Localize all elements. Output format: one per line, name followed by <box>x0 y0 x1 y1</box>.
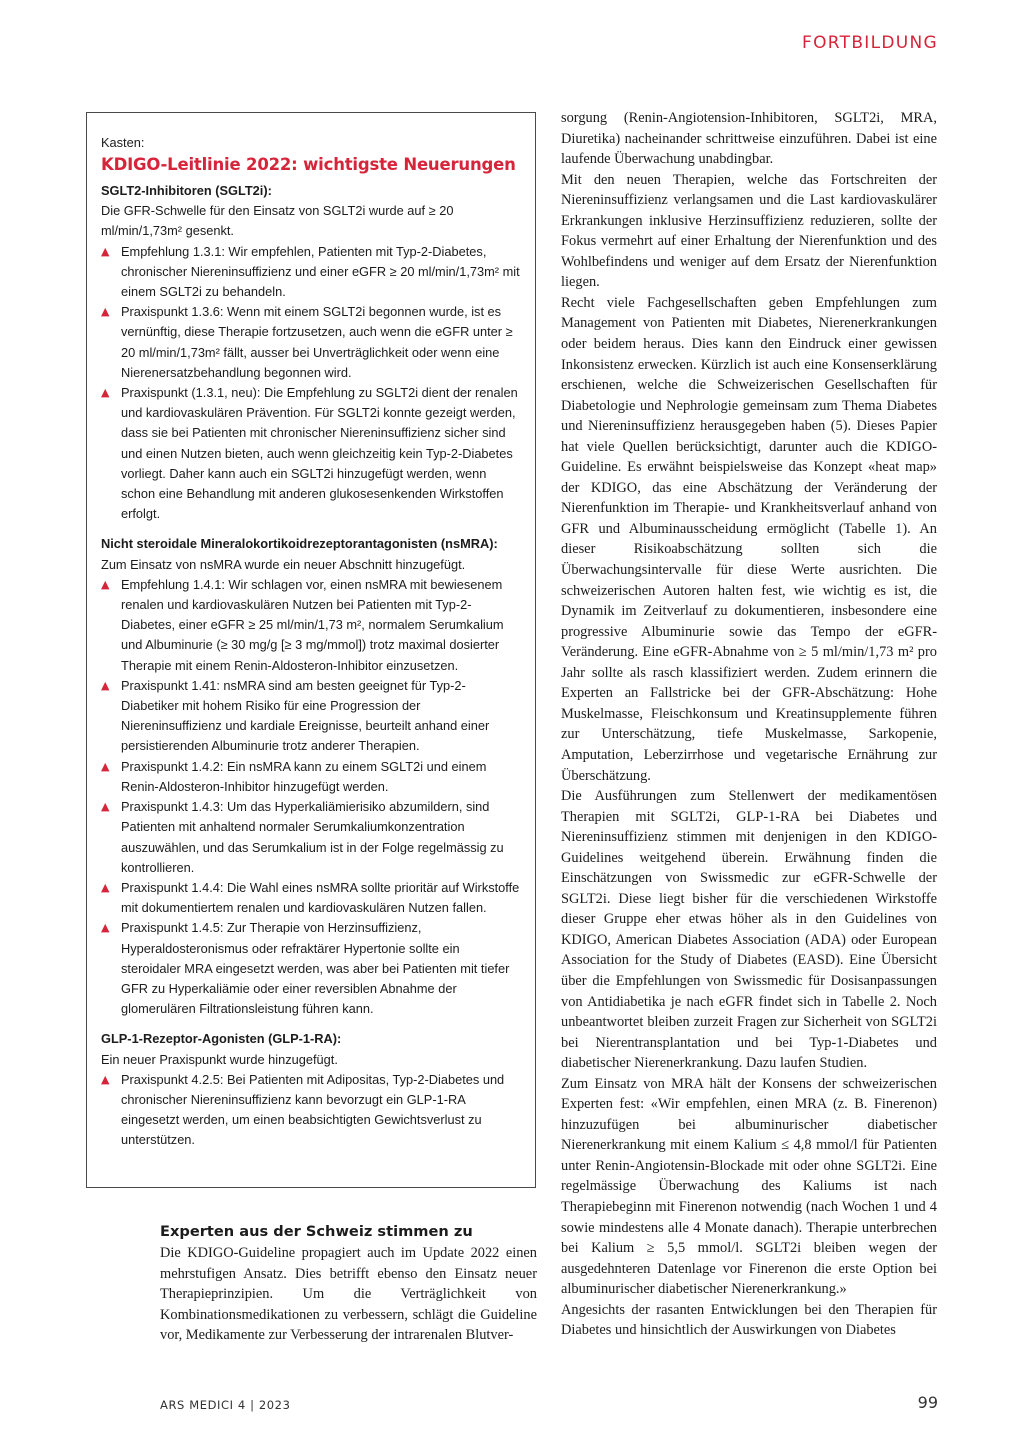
section-label: FORTBILDUNG <box>802 33 938 53</box>
box-section-heading: GLP-1-Rezeptor-Agonisten (GLP-1-RA): <box>101 1031 342 1047</box>
bullet-item: ▲ Praxispunkt 1.41: nsMRA sind am besten geeignet für Typ-2-Diabetiker mit hohem Risiko für eine Progression der Niereninsuffizienz und kardiale Ereignisse, beurteilt anhand einer persistierenden Albuminurie trotz anderer Therapien. <box>101 676 521 757</box>
body-paragraph: Mit den neuen Therapien, welche das Fortschreiten der Niereninsuffizienz verlangsamen und die Last kardiovaskulärer Erkrankungen inklusive Herzinsuffizienz reduzieren, sollte der Fokus vermehrt auf einer Erhaltung der Nierenfunktion und des Wohlbefindens und weniger auf dem Ersatz der Nierenfunktion liegen. <box>561 171 937 291</box>
box-section-heading: Nicht steroidale Mineralokortikoidrezeptorantagonisten (nsMRA): <box>101 536 498 552</box>
page-number: 99 <box>917 1393 938 1412</box>
journal-footer: ARS MEDICI 4 | 2023 <box>160 1398 291 1412</box>
box-section-sglt2 <box>101 181 521 524</box>
bullet-list <box>101 242 521 525</box>
article-subheading: Experten aus der Schweiz stimmen zu <box>160 1223 473 1240</box>
body-paragraph: Angesichts der rasanten Entwicklungen bei den Therapien für Diabetes und hinsichtlich der Auswirkungen von Diabetes <box>561 1301 937 1339</box>
body-paragraph: Recht viele Fachgesellschaften geben Empfehlungen zum Management von Patienten mit Diabetes, Nierenerkrankungen oder beidem heraus. Dies kann den Eindruck einer gewissen Inkonsistenz erwecken. Kürzlich ist auch eine Konsenserklärung erschienen, welche die Schweizerischen Gesellschaften für Diabetologie und Nephrologie gemeinsam zum Thema Diabetes und Niereninsuffizienz herausgegeben haben (5). Dieses Papier hat viele Quellen berücksichtigt, darunter auch die KDIGO-Guideline. Es erwähnt beispielsweise das Konzept «heat map» der KDIGO, das eine Abschätzung der Veränderung der Nierenfunktion im Therapie- und Krankheitsverlauf anhand von GFR und Albuminausscheidung ermöglicht (Tabelle 1). An dieser Risikoabschätzung sollten sich die Überwachungsintervalle für diese Werte ausrichten. Die schweizerischen Autoren halten fest, wie wichtig es ist, die Dynamik im Zeitverlauf zu dokumentieren, insbesondere eine progressive Albuminurie sowie das Tempo der eGFR-Veränderung. Eine eGFR-Abnahme von ≥ 5 ml/min/1,73 m² pro Jahr sollte als rasch klassifiziert werden. Zudem erinnern die Experten an Fallstricke bei der GFR-Abschätzung: Hohe Muskelmasse, Fleischkonsum und Kreatinsupplemente führen zur Unterschätzung, tiefe Muskelmasse, Sarkopenie, Amputation, Leberzirrhose und vegetarische Ernährung zur Überschätzung. <box>561 294 937 784</box>
box-section-intro: Ein neuer Praxispunkt wurde hinzugefügt. <box>101 1051 338 1067</box>
body-paragraph: Zum Einsatz von MRA hält der Konsens der schweizerischen Experten fest: «Wir empfehlen, einen MRA (z. B. Finerenon) hinzuzufügen bei albuminurischer diabetischer Nierenerkrankung mit einem Kalium ≤ 4,8 mmol/l für Patienten unter Renin-Angiotensin-Blockade mit oder ohne SGLT2i. Eine regelmässige Überwachung des Kaliums ist nach Therapiebeginn mit Finerenon notwendig (nach Wochen 1 und 4 sowie mindestens alle 4 Monate danach). Therapie unterbrechen bei Kalium ≥ 5,5 mmol/l. SGLT2i bleiben wegen der ausgedehnteren Datenlage vor Finerenon die erste Option bei albuminurischer diabetischer Nierenerkrankung.» <box>561 1075 937 1298</box>
body-paragraph: Die Ausführungen zum Stellenwert der medikamentösen Therapien mit SGLT2i, GLP-1-RA bei Diabetes und Niereninsuffizienz stimmen mit denjenigen in den KDIGO-Guidelines weitgehend überein. Erwähnung finden die Einschätzungen von Swissmedic zur eGFR-Schwelle der SGLT2i. Diese liegt bisher für die verschiedenen Wirkstoffe dieser Gruppe eher etwas höher als in den Guidelines von KDIGO, American Diabetes Association (ADA) oder European Association for the Study of Diabetes (EASD). Eine Übersicht über die Empfehlungen von Swissmedic für Dosisanpassungen von Antidiabetika je nach eGFR findet sich in Tabelle 2. Noch unbeantwortet bleiben zurzeit Fragen zur Sicherheit von SGLT2i bei Nierentransplantation und bei Typ-1-Diabetes und diabetischer Nierenerkrankung. Dazu laufen Studien. <box>561 788 937 1072</box>
box-label: Kasten: <box>101 135 145 150</box>
box-section-nsmra <box>101 534 521 1019</box>
box-section-heading: SGLT2-Inhibitoren (SGLT2i): <box>101 183 272 198</box>
bullet-list <box>101 575 521 1019</box>
body-paragraph: sorgung (Renin-Angiotension-Inhibitoren, SGLT2i, MRA, Diuretika) nacheinander schrittweise einzuführen. Dabei ist eine laufende Überwachung unabdingbar. <box>561 110 937 168</box>
right-column <box>561 108 937 1341</box>
bullet-item: ▲ Praxispunkt 1.3.6: Wenn mit einem SGLT2i begonnen wurde, ist es vernünftig, diese Therapie fortzusetzen, auch wenn die eGFR unter ≥ 20 ml/min/1,73m² fällt, ausser bei Unverträglichkeit oder wenn eine Nierenersatzbehandlung begonnen wird. <box>101 302 521 383</box>
box-section-intro: Die GFR-Schwelle für den Einsatz von SGLT2i wurde auf ≥ 20 ml/min/1,73m² gesenkt. <box>101 203 454 239</box>
box-title: KDIGO-Leitlinie 2022: wichtigste Neuerungen <box>101 155 516 174</box>
body-paragraph: Die KDIGO-Guideline propagiert auch im Update 2022 einen mehrstufigen Ansatz. Dies betrifft ebenso den Einsatz neuer Therapieprinzipien. Um die Verträglichkeit von Kombinationsmedikationen zu verbessern, schlägt die Guideline vor, Medikamente zur Verbesserung der intrarenalen Blutver- <box>160 1245 537 1344</box>
bullet-list <box>101 1070 521 1151</box>
bullet-item: ▲ Praxispunkt 1.4.4: Die Wahl eines nsMRA sollte prioritär auf Wirkstoffe mit dokumentiertem renalen und kardiovaskulären Nutzen fallen. <box>101 878 521 918</box>
bullet-item: ▲ Praxispunkt 1.4.3: Um das Hyperkaliämierisiko abzumildern, sind Patienten mit anhaltend normaler Serumkaliumkonzentration auszuwählen, und das Serumkalium ist in der Folge regelmässig zu kontrollieren. <box>101 797 521 878</box>
bullet-item: ▲ Praxispunkt 4.2.5: Bei Patienten mit Adipositas, Typ-2-Diabetes und chronischer Niereninsuffizienz kann bevorzugt ein GLP-1-RA eingesetzt werden, um einen beabsichtigten Gewichtsverlust zu unterstützen. <box>101 1070 521 1151</box>
bullet-item: ▲ Praxispunkt (1.3.1, neu): Die Empfehlung zu SGLT2i dient der renalen und kardiovaskulären Prävention. Für SGLT2i konnte gezeigt werden, dass sie bei Patienten mit chronischer Niereninsuffizienz sicher sind und einen Nutzen bieten, auch wenn gleichzeitig kein Typ-2-Diabetes vorliegt. Daher kann auch ein SGLT2i hinzugefügt werden, wenn schon eine Behandlung mit anderen glukosesenkenden Wirkstoffen erfolgt. <box>101 383 521 524</box>
box-section-intro: Zum Einsatz von nsMRA wurde ein neuer Abschnitt hinzugefügt. <box>101 556 466 572</box>
bullet-item: ▲ Empfehlung 1.4.1: Wir schlagen vor, einen nsMRA mit bewiesenem renalen und kardiovaskulären Nutzen bei Patienten mit Typ-2-Diabetes, einer eGFR ≥ 25 ml/min/1,73 m², normalem Serumkalium und Albuminurie (≥ 30 mg/g [≥ 3 mg/mmol]) trotz maximal dosierter Therapie mit einem Renin-Aldosteron-Inhibitor einzusetzen. <box>101 575 521 676</box>
left-column <box>160 1221 537 1346</box>
box-section-glp1 <box>101 1029 521 1150</box>
bullet-item: ▲ Empfehlung 1.3.1: Wir empfehlen, Patienten mit Typ-2-Diabetes, chronischer Niereninsuffizienz und einer eGFR ≥ 20 ml/min/1,73m² mit einem SGLT2i zu behandeln. <box>101 242 521 303</box>
bullet-item: ▲ Praxispunkt 1.4.2: Ein nsMRA kann zu einem SGLT2i und einem Renin-Aldosteron-Inhibitor hinzugefügt werden. <box>101 757 521 797</box>
bullet-item: ▲ Praxispunkt 1.4.5: Zur Therapie von Herzinsuffizienz, Hyperaldosteronismus oder refraktärer Hypertonie sollte ein steroidaler MRA eingesetzt werden, was aber bei Patienten mit tiefer GFR zu Hyperkaliämie oder einer reversiblen Abnahme der glomerulären Filtrationsleistung führen kann. <box>101 918 521 1019</box>
info-box <box>86 112 536 1188</box>
